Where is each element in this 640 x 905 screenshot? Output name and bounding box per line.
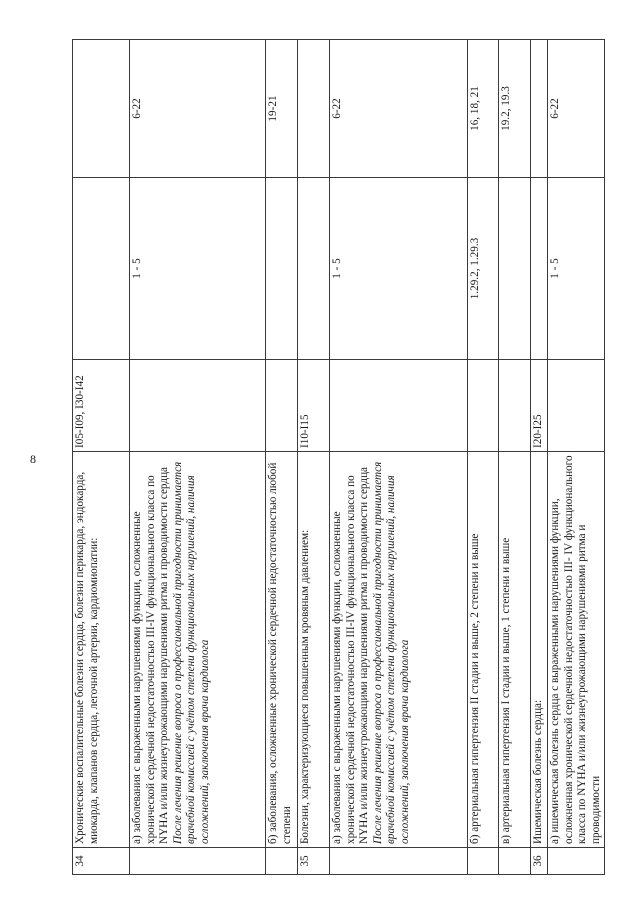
category-ref: [531, 178, 548, 360]
disease-description: б) артериальная гипертензия II стадии и выше, 2 степени и выше: [468, 452, 499, 848]
row-number: 34: [73, 848, 130, 875]
row-number: [330, 848, 468, 875]
icd-code: [468, 360, 499, 452]
points-ref: 6-22: [330, 40, 468, 178]
description-note: После лечения решение вопроса о профессиональной пригодности принимается врачебной комиссией с учётом степени функциональных нарушений, наличия осложнений, заключения врача кардиолога: [371, 461, 411, 844]
category-ref: 1.29.2, 1.29.3: [468, 178, 499, 360]
disease-description: Болезни, характеризующиеся повышенным кровяным давлением:: [298, 452, 330, 848]
points-ref: 6-22: [130, 40, 266, 178]
category-ref: [73, 178, 130, 360]
page-number: 8: [30, 452, 36, 466]
disease-description: Хронические воспалительные болезни сердца, болезни перикарда, эндокарда, миокарда, клапанов сердца, легочной артерии, кардиомиопатии:: [73, 452, 130, 848]
icd-code: [548, 360, 605, 452]
points-ref: 19.2, 19.3: [499, 40, 531, 178]
table-row: [499, 40, 531, 875]
icd-code: I05-I09, I30-I42: [73, 360, 130, 452]
icd-code: I20-I25: [531, 360, 548, 452]
row-number: [266, 848, 298, 875]
row-number: 35: [298, 848, 330, 875]
category-ref: [499, 178, 531, 360]
disease-description: Ишемическая болезнь сердца:: [531, 452, 548, 848]
points-ref: [298, 40, 330, 178]
table-row: [266, 40, 298, 875]
icd-code: [499, 360, 531, 452]
row-number: 36: [531, 848, 548, 875]
category-ref: [266, 178, 298, 360]
table-row: [130, 40, 266, 875]
icd-code: [330, 360, 468, 452]
points-ref: [531, 40, 548, 178]
disease-description: [130, 452, 266, 848]
row-number: [499, 848, 531, 875]
rotated-table-wrapper: [72, 40, 602, 875]
disease-description: [330, 452, 468, 848]
category-ref: [298, 178, 330, 360]
disease-description: в) артериальная гипертензия I стадии и выше, 1 степени и выше: [499, 452, 531, 848]
category-ref: 1 - 5: [130, 178, 266, 360]
description-text: а) заболевания с выраженными нарушениями функции, осложненные хронической сердечной недостаточностью III-IV функционального класса по NYHA и/или жизнеугрожающими нарушениями ритма и проводимости сердца: [131, 466, 171, 844]
table-row: [298, 40, 330, 875]
icd-code: I10-I15: [298, 360, 330, 452]
table-row: [330, 40, 468, 875]
icd-code: [130, 360, 266, 452]
disease-description: а) ишемическая болезнь сердца с выраженными нарушениями функции, осложненная хронической сердечной недостаточностью III- IV функционального класса по NYHA и/или жизнеугрожающими нарушениями ритма и проводимости: [548, 452, 605, 848]
icd-code: [266, 360, 298, 452]
category-ref: 1 - 5: [330, 178, 468, 360]
occupational-contraindications-table: [72, 39, 605, 875]
table-row: [548, 40, 605, 875]
table-row: [73, 40, 130, 875]
points-ref: 19-21: [266, 40, 298, 178]
description-note: После лечения решение вопроса о профессиональной пригодности принимается врачебной комиссией с учётом степени функциональных нарушений, наличия осложнений, заключения врача кардиолога: [171, 461, 211, 844]
row-number: [548, 848, 605, 875]
table-row: [468, 40, 499, 875]
points-ref: [73, 40, 130, 178]
row-number: [468, 848, 499, 875]
points-ref: 6-22: [548, 40, 605, 178]
description-text: а) заболевания с выраженными нарушениями функции, осложненные хронической сердечной недостаточностью III-IV функционального класса по NYHA и/или жизнеугрожающими нарушениями ритма и проводимости сердца: [331, 466, 371, 844]
row-number: [130, 848, 266, 875]
category-ref: 1 - 5: [548, 178, 605, 360]
disease-description: б) заболевания, осложненные хронической сердечной недостаточностью любой степени: [266, 452, 298, 848]
table-row: [531, 40, 548, 875]
points-ref: 16, 18, 21: [468, 40, 499, 178]
